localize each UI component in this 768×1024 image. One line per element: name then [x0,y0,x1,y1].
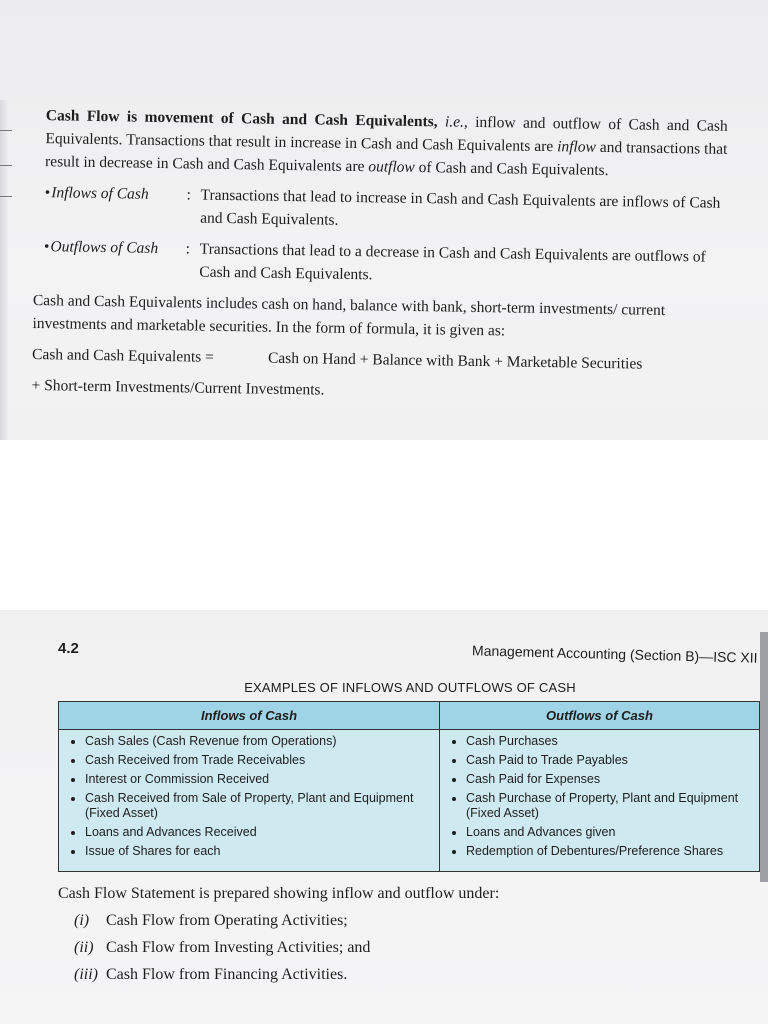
colon: : [185,240,191,258]
ie-abbrev: i.e., [444,113,468,131]
inflows-outflows-table [58,701,760,872]
formula-continuation: + Short-term Investments/Current Investments. [31,376,325,399]
inflows-description: Transactions that lead to increase in Cash and Cash Equivalents are inflows of Cash and Cash Equivalents. [200,186,721,229]
activity-number: (ii) [74,939,94,956]
outflows-definition [33,235,726,292]
definition-lead: Cash Flow is movement of Cash and Cash Equivalents, [45,107,438,131]
activity-text: Cash Flow from Operating Activities; [106,912,348,929]
lower-page-content [58,640,762,988]
statement-intro: Cash Flow Statement is prepared showing inflow and outflow under: [58,885,500,902]
page-number: 4.2 [58,640,79,657]
running-head: Management Accounting (Section B)—ISC XII [472,642,759,666]
outflows-cell [440,730,760,872]
inflow-item: • Cash Received from Trade Receivables [85,753,435,768]
page-binding-edge [0,100,8,440]
activity-text: Cash Flow from Investing Activities; and [106,939,371,956]
outflow-item: • Cash Paid to Trade Payables [466,753,755,768]
edge-mark [0,165,12,166]
outflows-header: Outflows of Cash [440,702,760,730]
activity-number: (iii) [74,966,98,983]
formula-lhs: Cash and Cash Equivalents = [31,345,214,366]
activities-list [58,907,762,988]
edge-mark [0,130,12,131]
activity-number: (i) [74,912,90,929]
outflows-term: Outflows of Cash [50,238,159,257]
table-header-row [59,702,760,730]
outflow-item: • Cash Paid for Expenses [466,772,755,787]
inflow-item: • Loans and Advances Received [85,825,435,840]
definition-part2: and transactions that result in decrease in Cash and Cash Equivalents are [44,138,728,176]
outflow-item: • Cash Purchases [466,734,755,749]
activity-item [74,961,762,988]
inflow-item: • Cash Received from Sale of Property, Plant and Equipment (Fixed Asset) [85,791,435,821]
outflows-description: Transactions that lead to a decrease in Cash and Cash Equivalents are outflows of Cash and Cash Equivalents. [199,240,706,284]
definition-part1: inflow and outflow of Cash and Cash Equivalents. Transactions that result in increase in Cash and Cash Equivalents are [45,113,728,156]
table-row [59,730,760,872]
inflow-item: • Issue of Shares for each [85,844,435,859]
definition-paragraph [35,104,728,184]
inflow-item: • Interest or Commission Received [85,772,435,787]
activity-item [74,934,762,961]
page-header [58,640,762,666]
inflows-definition [34,181,727,238]
inflows-header: Inflows of Cash [59,702,440,730]
formula-rhs: Cash on Hand + Balance with Bank + Marketable Securities [267,349,643,373]
outflow-item: • Cash Purchase of Property, Plant and Equipment (Fixed Asset) [466,791,755,821]
formula-line [32,343,724,377]
inflows-term-item: • Inflows of Cash [44,184,149,203]
outflow-item: • Redemption of Debentures/Preference Shares [466,844,755,859]
includes-paragraph: Cash and Cash Equivalents includes cash on hand, balance with bank, short-term investments/ current investments and marketable securities. In the form of formula, it is given as: [32,291,666,340]
outflows-term-item: • Outflows of Cash [43,238,159,257]
activity-item [74,907,762,934]
inflows-cell [59,730,440,872]
activity-text: Cash Flow from Financing Activities. [106,966,348,983]
definition-part3: of Cash and Cash Equivalents. [414,158,609,179]
statement-section [58,880,762,988]
edge-mark [0,196,12,197]
outflow-item: • Loans and Advances given [466,825,755,840]
table-title: EXAMPLES OF INFLOWS AND OUTFLOWS OF CASH [244,680,576,695]
inflow-item: • Cash Sales (Cash Revenue from Operations) [85,734,435,749]
inflows-list [63,734,435,859]
outflows-list [444,734,755,859]
colon: : [186,186,192,204]
outflow-term: outflow [368,158,415,176]
inflows-term: Inflows of Cash [51,184,149,203]
cash-flow-definition-block [31,104,728,408]
inflow-term: inflow [557,138,597,156]
